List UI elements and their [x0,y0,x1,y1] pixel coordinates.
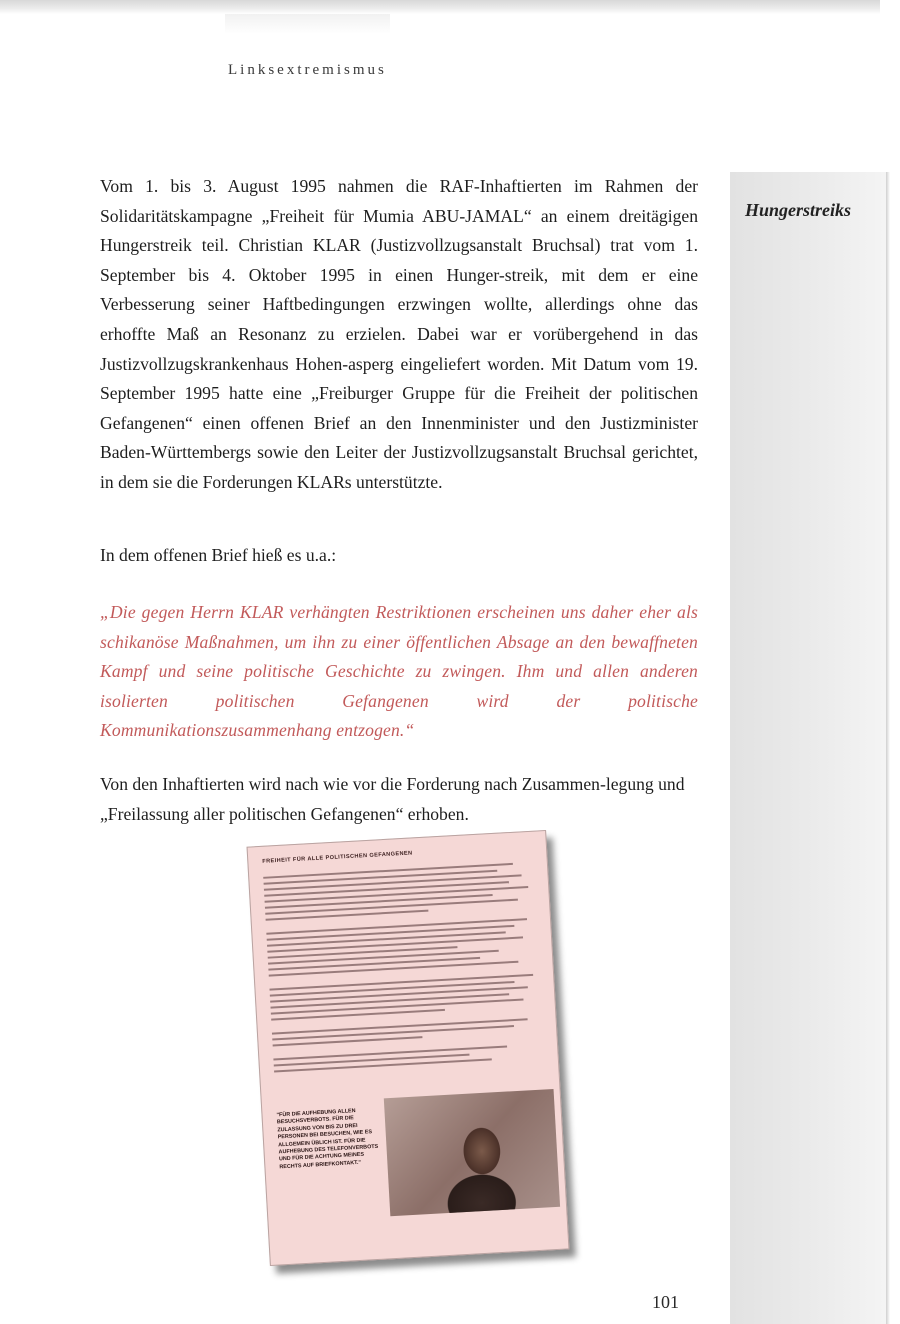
body-paragraph-2: In dem offenen Brief hieß es u.a.: [100,545,337,565]
flyer-caption: "FÜR DIE AUFHEBUNG ALLEN BESUCHSVERBOTS. FÜR DIE ZULASSUNG VON BIS ZU DREI PERSONEN BEI BESUCHEN, WIE ES ALLGEMEIN ÜBLICH IST. FÜR DIE AUFHEBUNG DES TELEFONVERBOTS UND FÜR DIE ACHTUNG MEINES RECHTS AUF BRIEFKONTAKT." [276,1108,379,1171]
scan-top-edge [0,0,880,14]
body-paragraph-3: Von den Inhaftierten wird nach wie vor die Forderung nach Zusammen-legung und „Freilassung aller politischen Gefangenen“ erhoben. [100,774,685,824]
flyer-body-lines [263,862,546,1077]
flyer-page [247,830,570,1266]
body-paragraph-1: Vom 1. bis 3. August 1995 nahmen die RAF-Inhaftierten im Rahmen der Solidaritätskampagne „Freiheit für Mumia ABU-JAMAL“ an einem dreitägigen Hungerstreik teil. Christian KLAR (Justizvollzugsanstalt Bruchsal) trat vom 1. September bis 4. Oktober 1995 in einen Hunger-streik, mit dem er eine Verbesserung seiner Haftbedingungen erzwingen wollte, allerdings ohne das erhoffte Maß an Resonanz zu erzielen. Dabei war er vorübergehend in das Justizvollzugskrankenhaus Hohen-asperg eingeliefert worden. Mit Datum vom 19. September 1995 hatte eine „Freiburger Gruppe für die Freiheit der politischen Gefangenen“ einen offenen Brief an den Innenminister und den Justizminister Baden-Württembergs sowie den Leiter der Justizvollzugsanstalt Bruchsal gerichtet, in dem sie die Forderungen KLARs unterstützte. [100,176,698,492]
flyer-title: FREIHEIT FÜR ALLE POLITISCHEN GEFANGENEN [262,850,413,865]
page-number: 101 [652,1292,679,1312]
flyer-image [247,830,570,1266]
portrait-photo [384,1089,560,1216]
running-head: Linksextremismus [228,62,387,78]
block-quote: „Die gegen Herrn KLAR verhängten Restriktionen erscheinen uns daher eher als schikanöse Maßnahmen, um ihn zu einer öffentlichen Absage an den bewaffneten Kampf und seine politische Geschichte zu zwingen. Ihm und allen anderen isolierten politischen Gefangenen wird der politische Kommunikationszusammenhang entzogen.“ [100,602,698,741]
scan-shadow [225,14,390,34]
margin-note: Hungerstreiks [745,200,852,220]
margin-column [730,172,886,1324]
